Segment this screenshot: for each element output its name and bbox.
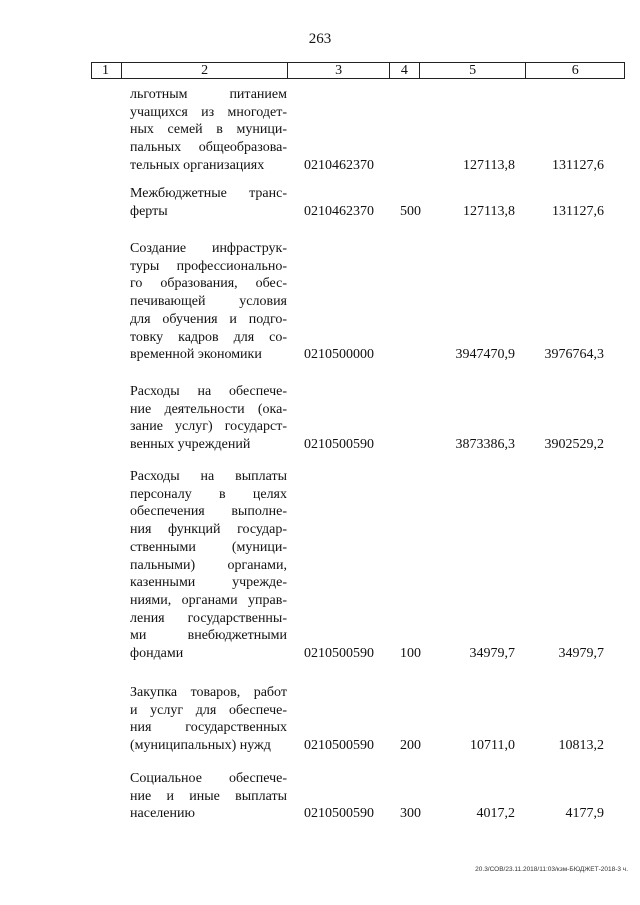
row-description — [130, 684, 287, 755]
description-line: Закупка товаров, работ — [130, 685, 287, 700]
amount-col-6: 10813,2 — [558, 738, 604, 754]
description-line: Расходы на обеспече- — [130, 384, 287, 399]
description-line: ственными (муници- — [130, 539, 287, 555]
document-footer-code: 20.3/СОВ/23.11.2018/11:03/кзм-БЮДЖЕТ-2018-3 ч. — [475, 866, 628, 873]
description-line: временной экономики — [130, 347, 262, 363]
target-article-code: 0210500590 — [304, 437, 374, 453]
header-col-4: 4 — [390, 63, 420, 78]
expense-type-code: 300 — [400, 806, 421, 822]
target-article-code: 0210462370 — [304, 157, 374, 173]
description-line: ния функций государ- — [130, 522, 287, 538]
amount-col-5: 127113,8 — [463, 203, 515, 219]
expense-type-code: 100 — [400, 646, 421, 661]
target-article-code: 0210500590 — [304, 646, 374, 661]
row-description — [130, 468, 287, 663]
description-line: туры профессионально- — [130, 258, 287, 274]
amount-col-5: 127113,8 — [463, 157, 515, 173]
description-line: обеспечения выполне- — [130, 504, 287, 520]
target-article-code: 0210462370 — [304, 203, 374, 219]
header-col-3: 3 — [288, 63, 390, 78]
description-line: для обучения и подго- — [130, 311, 287, 327]
description-line: ниями, органами управ- — [130, 592, 287, 608]
description-line: казенными учрежде- — [130, 575, 287, 591]
expense-type-code: 200 — [400, 738, 421, 754]
description-line: товку кадров для со- — [130, 329, 287, 345]
amount-col-5: 3947470,9 — [455, 347, 515, 363]
amount-col-6: 34979,7 — [558, 646, 604, 661]
row-description — [130, 770, 287, 823]
description-line: ми внебюджетными — [130, 628, 287, 644]
amount-col-6: 3902529,2 — [544, 437, 604, 453]
amount-col-5: 10711,0 — [470, 738, 515, 754]
header-col-2: 2 — [122, 63, 288, 78]
header-col-1: 1 — [92, 63, 122, 78]
amount-col-6: 131127,6 — [552, 203, 604, 219]
row-description — [130, 240, 287, 364]
amount-col-6: 131127,6 — [552, 157, 604, 173]
header-col-5: 5 — [420, 63, 527, 78]
description-line: учащихся из многодет- — [130, 104, 287, 120]
row-description — [130, 383, 287, 454]
description-line: пальными) органами, — [130, 557, 287, 573]
page-number: 263 — [308, 31, 332, 47]
description-line: тельных организациях — [130, 157, 265, 173]
description-line: фондами — [130, 646, 184, 662]
target-article-code: 0210500000 — [304, 347, 374, 363]
description-line: го образования, обес- — [130, 276, 287, 292]
amount-col-5: 34979,7 — [469, 646, 515, 661]
description-line: Межбюджетные транс- — [130, 186, 287, 201]
description-line: ние деятельности (ока- — [130, 401, 287, 417]
description-line: персоналу в целях — [130, 486, 287, 502]
description-line: печивающей условия — [130, 294, 287, 310]
amount-col-6: 3976764,3 — [544, 347, 604, 363]
description-line: ния государственных — [130, 720, 287, 736]
description-line: ления государственны- — [130, 610, 287, 626]
row-description — [130, 86, 287, 175]
table-header-row — [91, 62, 625, 79]
description-line: Расходы на выплаты — [130, 469, 287, 484]
expense-type-code: 500 — [400, 203, 421, 219]
description-line: льготным питанием — [130, 87, 287, 102]
amount-col-5: 4017,2 — [476, 806, 515, 822]
description-line: Создание инфраструк- — [130, 241, 287, 256]
description-line: населению — [130, 806, 195, 822]
description-line: ние и иные выплаты — [130, 788, 287, 804]
target-article-code: 0210500590 — [304, 806, 374, 822]
target-article-code: 0210500590 — [304, 738, 374, 754]
amount-col-6: 4177,9 — [565, 806, 604, 822]
description-line: зание услуг) государст- — [130, 419, 287, 435]
row-description — [130, 185, 287, 220]
description-line: (муниципальных) нужд — [130, 738, 271, 754]
amount-col-5: 3873386,3 — [455, 437, 515, 453]
description-line: пальных общеобразова- — [130, 140, 287, 156]
header-col-6: 6 — [571, 63, 579, 78]
description-line: ферты — [130, 203, 168, 219]
description-line: венных учреждений — [130, 437, 251, 453]
description-line: и услуг для обеспече- — [130, 702, 287, 718]
description-line: ных семей в муници- — [130, 122, 287, 138]
description-line: Социальное обеспече- — [130, 771, 287, 786]
